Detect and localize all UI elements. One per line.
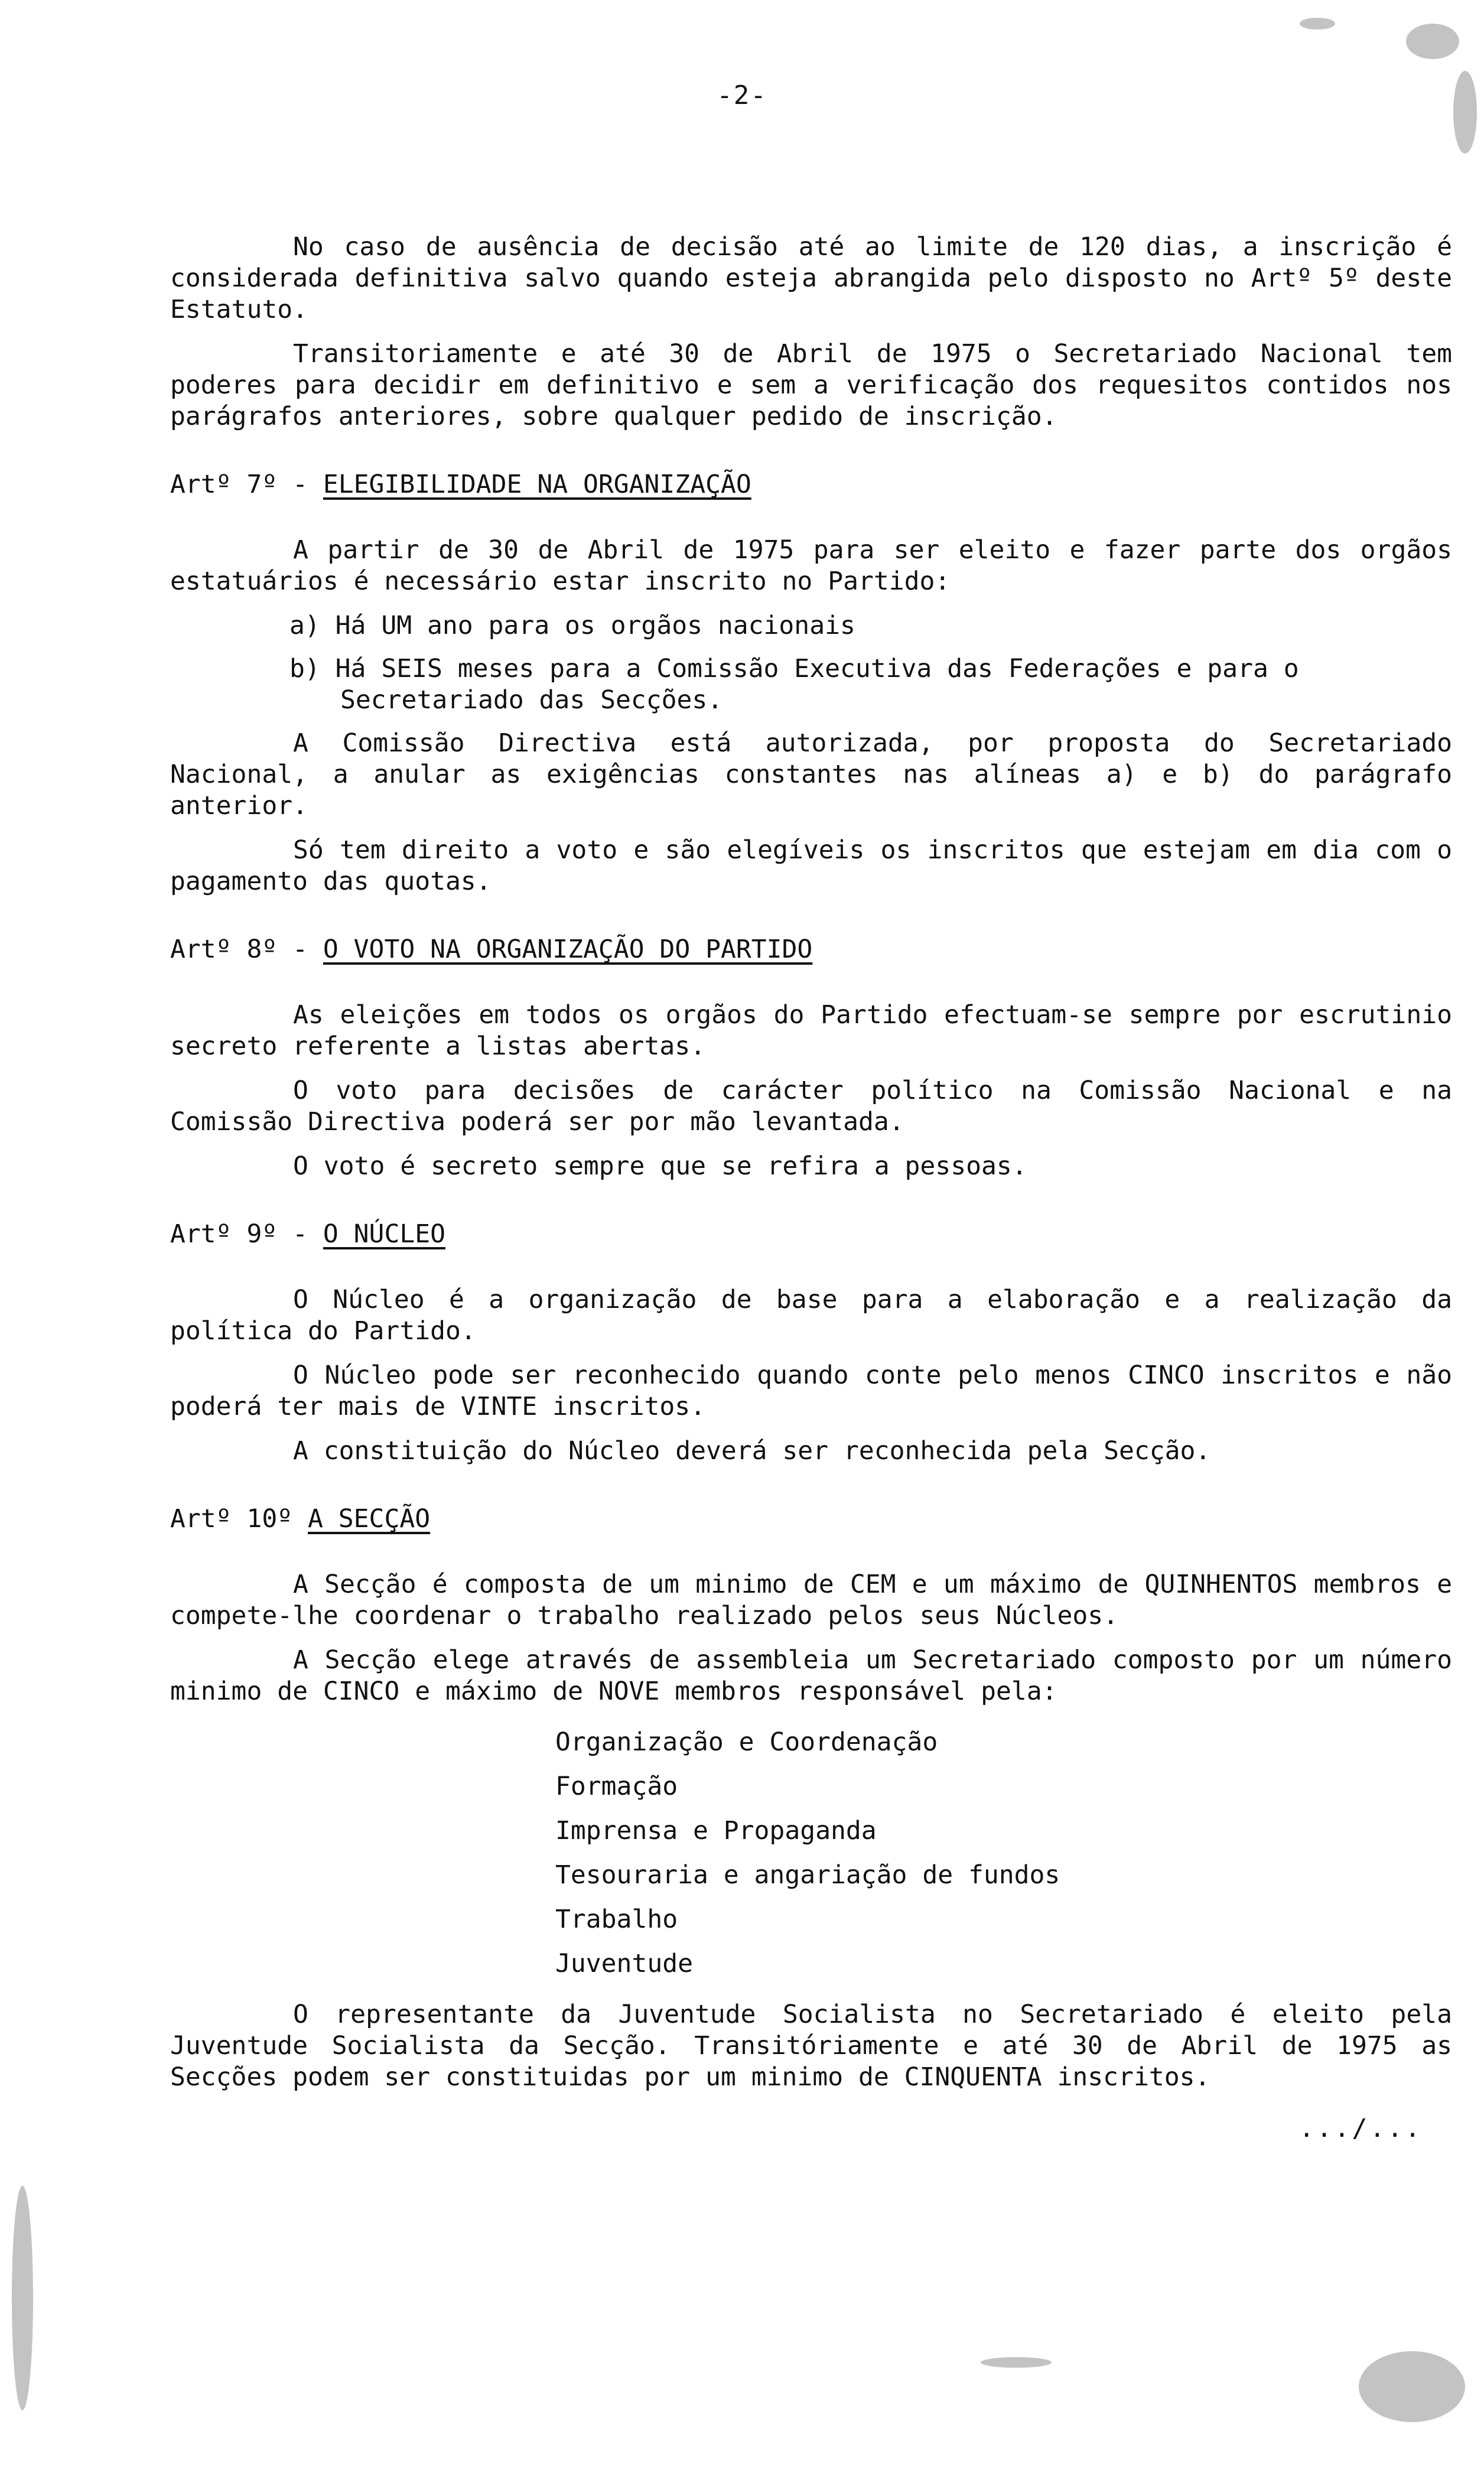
article-8-paragraph: As eleições em todos os orgãos do Partido efectuam-se sempre por escrutinio secreto referente a listas abertas. [170,1000,1452,1061]
scan-speck [981,2357,1052,2368]
article-7-item-b: b) Há SEIS meses para a Comissão Executiva das Federações e para o Secretariado das Secções. [289,654,1299,715]
article-title: A SECÇÃO [308,1504,431,1534]
scan-speck [1359,2351,1465,2422]
article-8-paragraph: O voto para decisões de carácter político na Comissão Nacional e na Comissão Directiva poderá ser por mão levantada. [170,1076,1452,1137]
intro-paragraph: No caso de ausência de decisão até ao limite de 120 dias, a inscrição é considerada definitiva salvo quando esteja abrangida pelo disposto no Artº 5º deste Estatuto. [170,232,1452,324]
article-10-heading [170,1503,1452,1535]
list-item: Trabalho [555,1905,678,1934]
article-label: Artº 9º - [170,1219,323,1249]
document-body [170,232,1452,2144]
article-title: O VOTO NA ORGANIZAÇÃO DO PARTIDO [323,935,813,964]
article-label: Artº 7º - [170,470,323,499]
article-7-item-a: a) Há UM ano para os orgãos nacionais [289,611,855,640]
list-item: Tesouraria e angariação de fundos [555,1860,1060,1890]
article-8-heading [170,934,1452,965]
article-title: O NÚCLEO [323,1219,445,1249]
article-7-paragraph: A Comissão Directiva está autorizada, por proposta do Secretariado Nacional, a anular as exigências constantes nas alíneas a) e b) do parágrafo anterior. [170,728,1452,821]
article-9-paragraph: A constituição do Núcleo deverá ser reconhecida pela Secção. [293,1436,1211,1466]
article-label: Artº 10º [170,1504,308,1534]
list-item: Organização e Coordenação [555,1727,938,1757]
secretariat-roles-list [170,1720,1452,1986]
intro-paragraph: Transitoriamente e até 30 de Abril de 1975 o Secretariado Nacional tem poderes para decidir em definitivo e sem a verificação dos requesitos contidos nos parágrafos anteriores, sobre qualquer pedido de inscrição. [170,339,1452,431]
article-label: Artº 8º - [170,935,323,964]
scan-speck [12,2186,33,2410]
page-number: -2- [717,80,767,110]
article-7-paragraph: Só tem direito a voto e são elegíveis os inscritos que estejam em dia com o pagamento das quotas. [170,835,1452,896]
article-9-paragraph: O Núcleo pode ser reconhecido quando conte pelo menos CINCO inscritos e não poderá ter mais de VINTE inscritos. [170,1361,1452,1421]
list-item: Formação [555,1772,678,1801]
list-item: Juventude [555,1949,693,1978]
article-7-paragraph: A partir de 30 de Abril de 1975 para ser eleito e fazer parte dos orgãos estatuários é necessário estar inscrito no Partido: [170,535,1452,596]
article-10-paragraph: A Secção elege através de assembleia um Secretariado composto por um número minimo de CINCO e máximo de NOVE membros responsável pela: [170,1645,1452,1706]
scan-speck [1406,24,1459,59]
article-title: ELEGIBILIDADE NA ORGANIZAÇÃO [323,470,751,499]
scan-speck [1300,18,1335,30]
list-item: Imprensa e Propaganda [555,1816,877,1846]
article-9-paragraph: O Núcleo é a organização de base para a elaboração e a realização da política do Partido. [170,1285,1452,1346]
article-10-paragraph: A Secção é composta de um minimo de CEM e um máximo de QUINHENTOS membros e compete-lhe coordenar o trabalho realizado pelos seus Núcleos. [170,1570,1452,1630]
article-8-paragraph: O voto é secreto sempre que se refira a pessoas. [293,1151,1027,1181]
article-7-heading [170,469,1452,500]
article-10-paragraph: O representante da Juventude Socialista no Secretariado é eleito pela Juventude Socialista da Secção. Transitóriamente e até 30 de Abril de 1975 as Secções podem ser constituidas por um minimo de CINQUENTA inscritos. [170,2000,1452,2092]
article-9-heading [170,1219,1452,1250]
continuation-mark: .../... [1298,2114,1423,2143]
